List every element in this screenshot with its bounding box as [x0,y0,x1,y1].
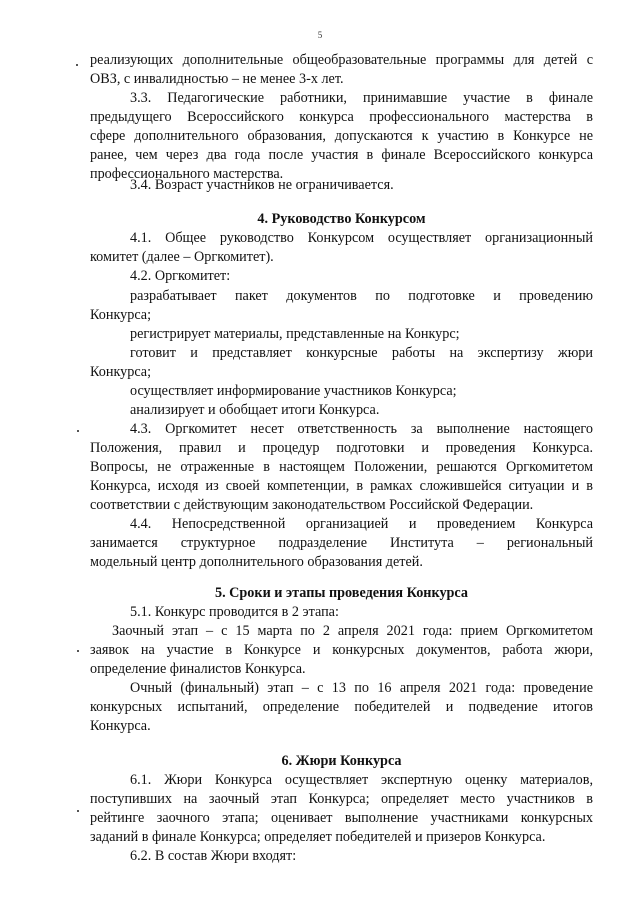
scan-speck [77,430,79,432]
text-line: предыдущего Всероссийского конкурса профессионального мастерства в [90,109,593,125]
text-line: 6.2. В состав Жюри входят: [130,848,297,864]
text-line: занимается структурное подразделение Института – региональный [90,535,593,551]
text-line: Заочный этап – с 15 марта по 2 апреля 2021 года: прием Оргкомитетом [112,623,593,639]
text-line: 3.3. Педагогические работники, принимавшие участие в финале [130,90,593,106]
text-line: 6.1. Жюри Конкурса осуществляет экспертную оценку материалов, [130,772,593,788]
text-line: конкурсных испытаний, определение победителей и подведение итогов [90,699,593,715]
text-line: определение финалистов Конкурса. [90,661,306,677]
text-line: 4.4. Непосредственной организацией и проведением Конкурса [130,516,593,532]
scan-speck [77,650,79,652]
text-line: профессионального мастерства. [90,166,284,182]
text-line: регистрирует материалы, представленные на Конкурс; [130,326,460,342]
text-line: 4.2. Оргкомитет: [130,268,231,284]
section-heading: 4. Руководство Конкурсом [257,211,426,227]
text-line: сфере дополнительного образования, допускаются к участию в Конкурсе не [90,128,593,144]
text-line: 3.4. Возраст участников не ограничивается. [130,177,394,193]
text-line: реализующих дополнительные общеобразовательные программы для детей с [90,52,593,68]
text-line: соответствии с действующим законодательством Российской Федерации. [90,497,534,513]
text-line: Конкурса, исходя из своей компетенции, в рамках сложившейся ситуации и в [90,478,593,494]
scan-speck [76,64,78,66]
text-line: Конкурса; [90,307,152,323]
text-line: комитет (далее – Оргкомитет). [90,249,274,265]
text-line: Конкурса; [90,364,152,380]
text-line: готовит и представляет конкурсные работы на экспертизу жюри [130,345,593,361]
text-line: 4.3. Оргкомитет несет ответственность за выполнение настоящего [130,421,593,437]
text-line: анализирует и обобщает итоги Конкурса. [130,402,380,418]
text-line: Вопросы, не отраженные в настоящем Положении, решаются Оргкомитетом [90,459,593,475]
text-line: заявок на участие в Конкурсе и конкурсных документов, работа жюри, [90,642,593,658]
page-number: 5 [317,30,323,40]
text-line: 4.1. Общее руководство Конкурсом осуществляет организационный [130,230,593,246]
text-line: заданий в финале Конкурса; определяет победителей и призеров Конкурса. [90,829,546,845]
text-line: ОВЗ, с инвалидностью – не менее 3-х лет. [90,71,344,87]
text-line: Очный (финальный) этап – с 13 по 16 апреля 2021 года: проведение [130,680,593,696]
section-heading: 5. Сроки и этапы проведения Конкурса [214,585,468,601]
text-line: поступивших на заочный этап Конкурса; определяет место участников в [90,791,593,807]
text-line: Положения, правил и процедур подготовки и проведения Конкурса. [90,440,593,456]
text-line: Конкурса. [90,718,151,734]
scan-speck [77,810,79,812]
text-line: 5.1. Конкурс проводится в 2 этапа: [130,604,339,620]
text-line: осуществляет информирование участников Конкурса; [130,383,457,399]
text-line: ранее, чем через два года после участия в финале Всероссийского конкурса [90,147,593,163]
text-line: разрабатывает пакет документов по подготовке и проведению [130,288,593,304]
text-line: модельный центр дополнительного образования детей. [90,554,423,570]
text-line: рейтинге заочного этапа; оценивает выполнение участниками конкурсных [90,810,593,826]
section-heading: 6. Жюри Конкурса [281,753,402,769]
